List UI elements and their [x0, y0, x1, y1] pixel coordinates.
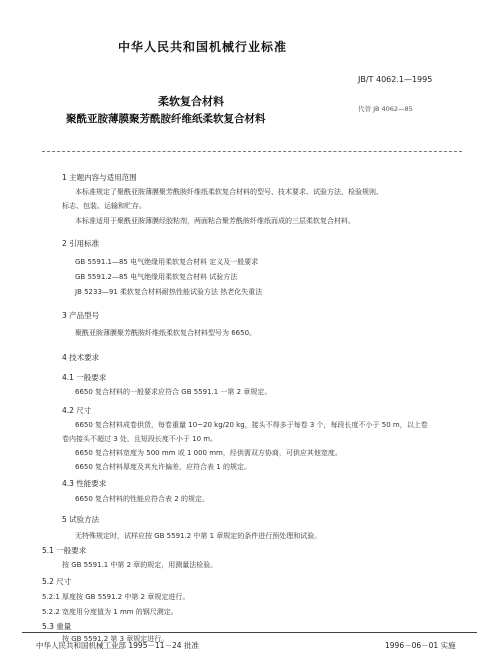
- paragraph-line: 6650 复合材料厚度及其允许偏差，应符合表 1 的规定。: [75, 463, 251, 471]
- paragraph-line: 6650 复合材料的性能应符合表 2 的规定。: [75, 495, 209, 503]
- document-title-line2: 聚酰亚胺薄膜聚芳酰胺纤维纸柔软复合材料: [66, 113, 266, 125]
- subsection-heading: 5.1 一般要求: [42, 546, 87, 555]
- subsection-heading: 5.2 尺寸: [42, 577, 72, 586]
- reference-item: GB 5591.1—85 电气绝缘用柔软复合材料 定义及一般要求: [75, 258, 259, 266]
- section-heading: 4 技术要求: [62, 353, 100, 362]
- paragraph-line: 本标准规定了聚酰亚胺薄膜聚芳酰胺纤维纸柔软复合材料的型号、技术要求、试验方法、检验规则、: [75, 188, 383, 196]
- paragraph-line: 6650 复合材料宽度为 500 mm 或 1 000 mm，经供需双方协商，可供应其他宽度。: [75, 449, 342, 457]
- section-heading: 2 引用标准: [62, 239, 100, 248]
- section-heading: 3 产品型号: [62, 311, 100, 320]
- approval-note: 中华人民共和国机械工业部 1995－11－24 批准: [36, 641, 199, 650]
- subsection-heading: 4.2 尺寸: [62, 406, 92, 415]
- paragraph-line: 无特殊规定时，试样应按 GB 5591.2 中第 1 章规定的条件进行预处理和试验。: [75, 532, 322, 540]
- document-title-line1: 柔软复合材料: [158, 95, 224, 108]
- paragraph-line: 5.2.1 厚度按 GB 5591.2 中第 2 章规定进行。: [42, 593, 190, 601]
- paragraph-line: 标志、包装、运输和贮存。: [62, 202, 146, 210]
- paragraph-line: 按 GB 5591.1 中第 2 章的规定，用测量法检验。: [62, 561, 218, 569]
- section-heading: 1 主题内容与适用范围: [62, 173, 137, 182]
- paragraph-line: 按 GB 5591.2 第 3 章规定进行。: [62, 635, 169, 643]
- header-rule: [42, 151, 462, 152]
- implementation-date: 1996－06－01 实施: [385, 641, 456, 650]
- reference-item: GB 5591.2—85 电气绝缘用柔软复合材料 试验方法: [75, 273, 238, 281]
- subsection-heading: 4.3 性能要求: [62, 479, 107, 488]
- footer-rule: [22, 632, 477, 633]
- section-heading: 5 试验方法: [62, 515, 100, 524]
- org-title: 中华人民共和国机械行业标准: [118, 40, 288, 54]
- paragraph-line: 6650 复合材料成卷供货，每卷重量 10~20 kg/20 kg，接头不得多于每卷 3 个，每段长度不小于 50 m，以上卷: [75, 421, 428, 429]
- paragraph-line: 聚酰亚胺薄膜聚芳酰胺纤维纸柔软复合材料型号为 6650。: [75, 329, 257, 337]
- paragraph-line: 6650 复合材料的一般要求应符合 GB 5591.1 一第 2 章规定。: [75, 388, 272, 396]
- standard-number: JB/T 4062.1—1995: [358, 75, 433, 84]
- paragraph-line: 本标准适用于聚酰亚胺薄膜经胶粘剂，两面粘合聚芳酰胺纤维纸而成的三层柔软复合材料。: [75, 217, 355, 225]
- paragraph-line: 5.2.2 宽度用分度值为 1 mm 的钢尺测定。: [42, 608, 178, 616]
- subsection-heading: 5.3 重量: [42, 622, 72, 631]
- subsection-heading: 4.1 一般要求: [62, 373, 107, 382]
- reference-item: JB 5233—91 柔软复合材料耐热性能试验方法 热老化失重法: [75, 288, 263, 296]
- replace-note: 代替 JB 4062—85: [358, 105, 413, 113]
- paragraph-line: 卷内接头不超过 3 处，且短段长度不小于 10 m。: [62, 435, 218, 443]
